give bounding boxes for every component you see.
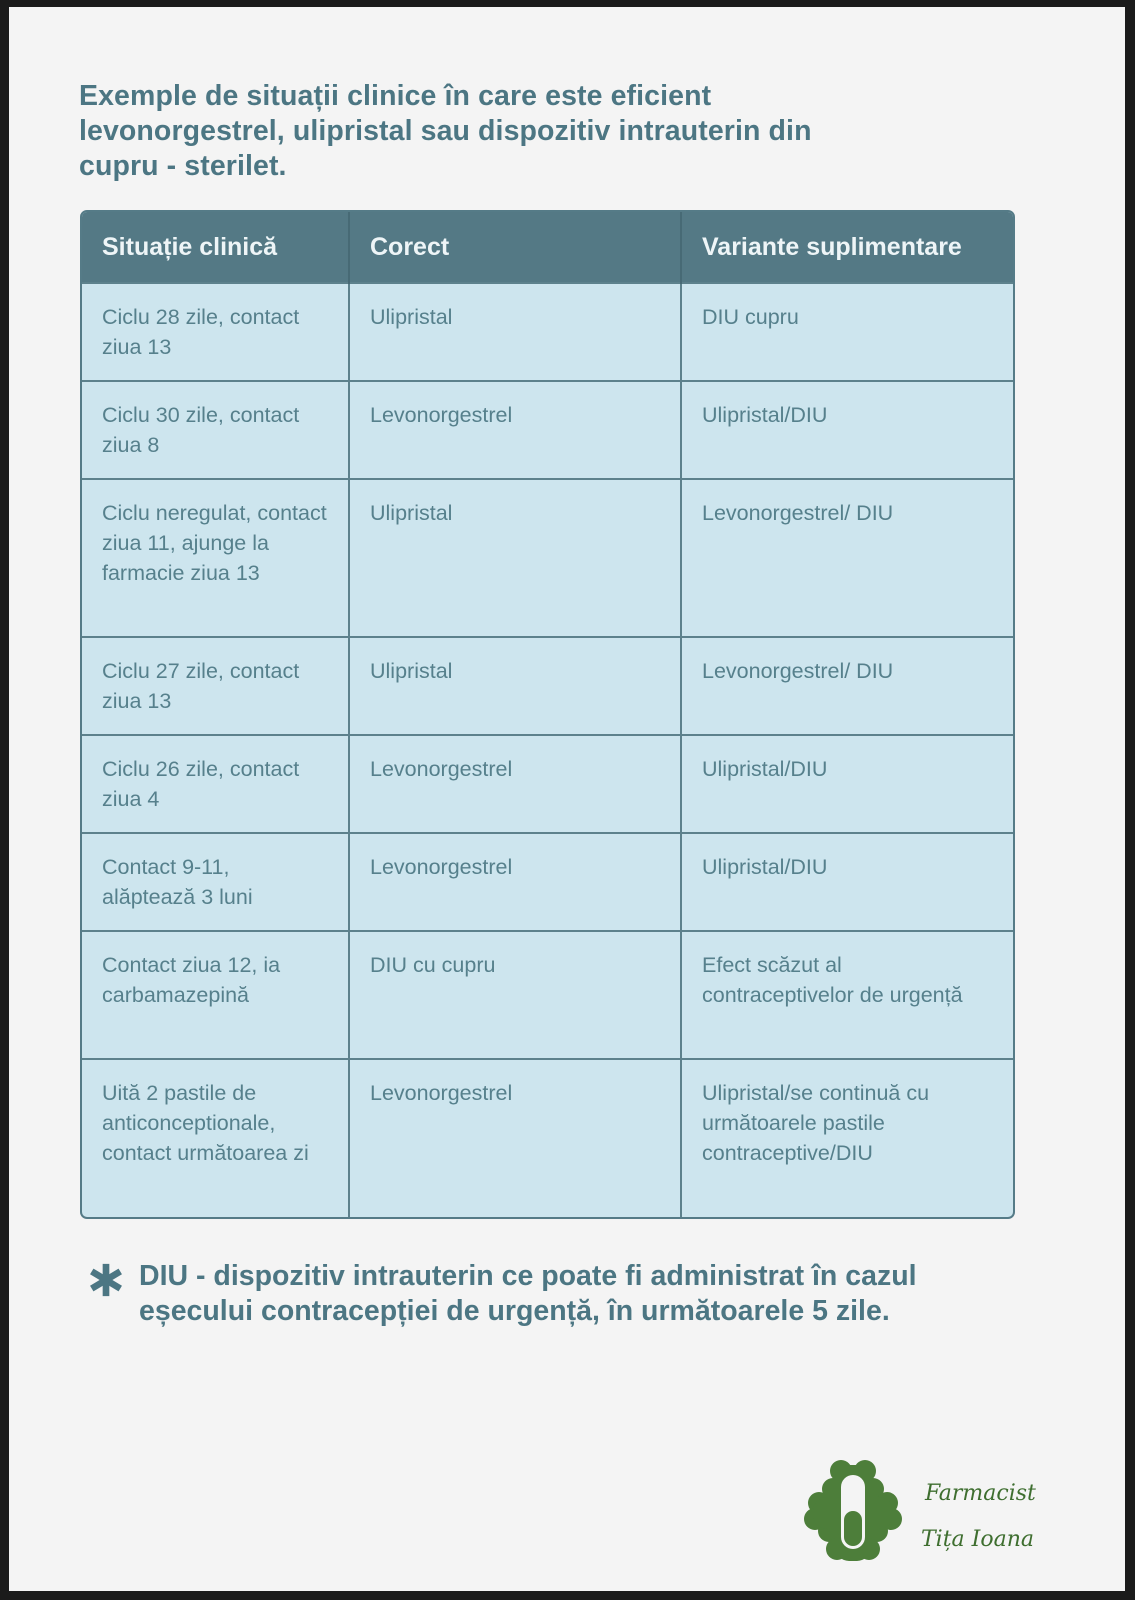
- cell-alternatives: Ulipristal/DIU: [681, 735, 1013, 833]
- table-row: [82, 637, 1013, 735]
- footnote-text: DIU - dispozitiv intrauterin ce poate fi administrat în cazul eșecului contracepției de urgență, în următoarele 5 zile.: [139, 1260, 917, 1327]
- table-row: [82, 931, 1013, 1059]
- cell-correct: Levonorgestrel: [349, 833, 681, 931]
- cell-alternatives: Levonorgestrel/ DIU: [681, 479, 1013, 637]
- clinical-situations-table: [80, 210, 1015, 1219]
- cell-situation: Uită 2 pastile de anticonceptionale, contact următoarea zi: [82, 1059, 349, 1217]
- signature-line-2: Tița Ioana: [921, 1527, 1034, 1552]
- cell-situation: Ciclu neregulat, contact ziua 11, ajunge la farmacie ziua 13: [82, 479, 349, 637]
- table-header-row: [82, 212, 1013, 283]
- table-row: [82, 283, 1013, 381]
- cell-situation: Ciclu 27 zile, contact ziua 13: [82, 637, 349, 735]
- table-row: [82, 833, 1013, 931]
- cell-correct: Levonorgestrel: [349, 381, 681, 479]
- column-header-alternatives: Variante suplimentare: [681, 212, 1013, 283]
- cell-situation: Ciclu 28 zile, contact ziua 13: [82, 283, 349, 381]
- signature-line-1: Farmacist: [925, 1481, 1036, 1506]
- table-row: [82, 735, 1013, 833]
- table-row: [82, 1059, 1013, 1217]
- pharmacy-cross-logo: [803, 1457, 903, 1567]
- cell-correct: Ulipristal: [349, 283, 681, 381]
- cell-alternatives: Efect scăzut al contraceptivelor de urgență: [681, 931, 1013, 1059]
- cell-situation: Ciclu 30 zile, contact ziua 8: [82, 381, 349, 479]
- asterisk-icon: [87, 1261, 125, 1299]
- cell-correct: Levonorgestrel: [349, 1059, 681, 1217]
- cell-alternatives: Ulipristal/se continuă cu următoarele pastile contraceptive/DIU: [681, 1059, 1013, 1217]
- table-row: [82, 381, 1013, 479]
- cell-correct: Ulipristal: [349, 479, 681, 637]
- document-page: [9, 7, 1125, 1591]
- cell-correct: Ulipristal: [349, 637, 681, 735]
- cell-alternatives: Ulipristal/DIU: [681, 381, 1013, 479]
- cell-alternatives: Ulipristal/DIU: [681, 833, 1013, 931]
- cell-correct: DIU cu cupru: [349, 931, 681, 1059]
- cell-situation: Ciclu 26 zile, contact ziua 4: [82, 735, 349, 833]
- column-header-situation: Situație clinică: [82, 212, 349, 283]
- column-header-correct: Corect: [349, 212, 681, 283]
- cell-alternatives: DIU cupru: [681, 283, 1013, 381]
- cell-situation: Contact ziua 12, ia carbamazepină: [82, 931, 349, 1059]
- cell-correct: Levonorgestrel: [349, 735, 681, 833]
- signature: [921, 1462, 1061, 1562]
- page-title: Exemple de situații clinice în care este eficient levonorgestrel, ulipristal sau dispozitiv intrauterin din cupru - sterilet.: [79, 80, 812, 182]
- table-row: [82, 479, 1013, 637]
- cell-alternatives: Levonorgestrel/ DIU: [681, 637, 1013, 735]
- cell-situation: Contact 9-11, alăptează 3 luni: [82, 833, 349, 931]
